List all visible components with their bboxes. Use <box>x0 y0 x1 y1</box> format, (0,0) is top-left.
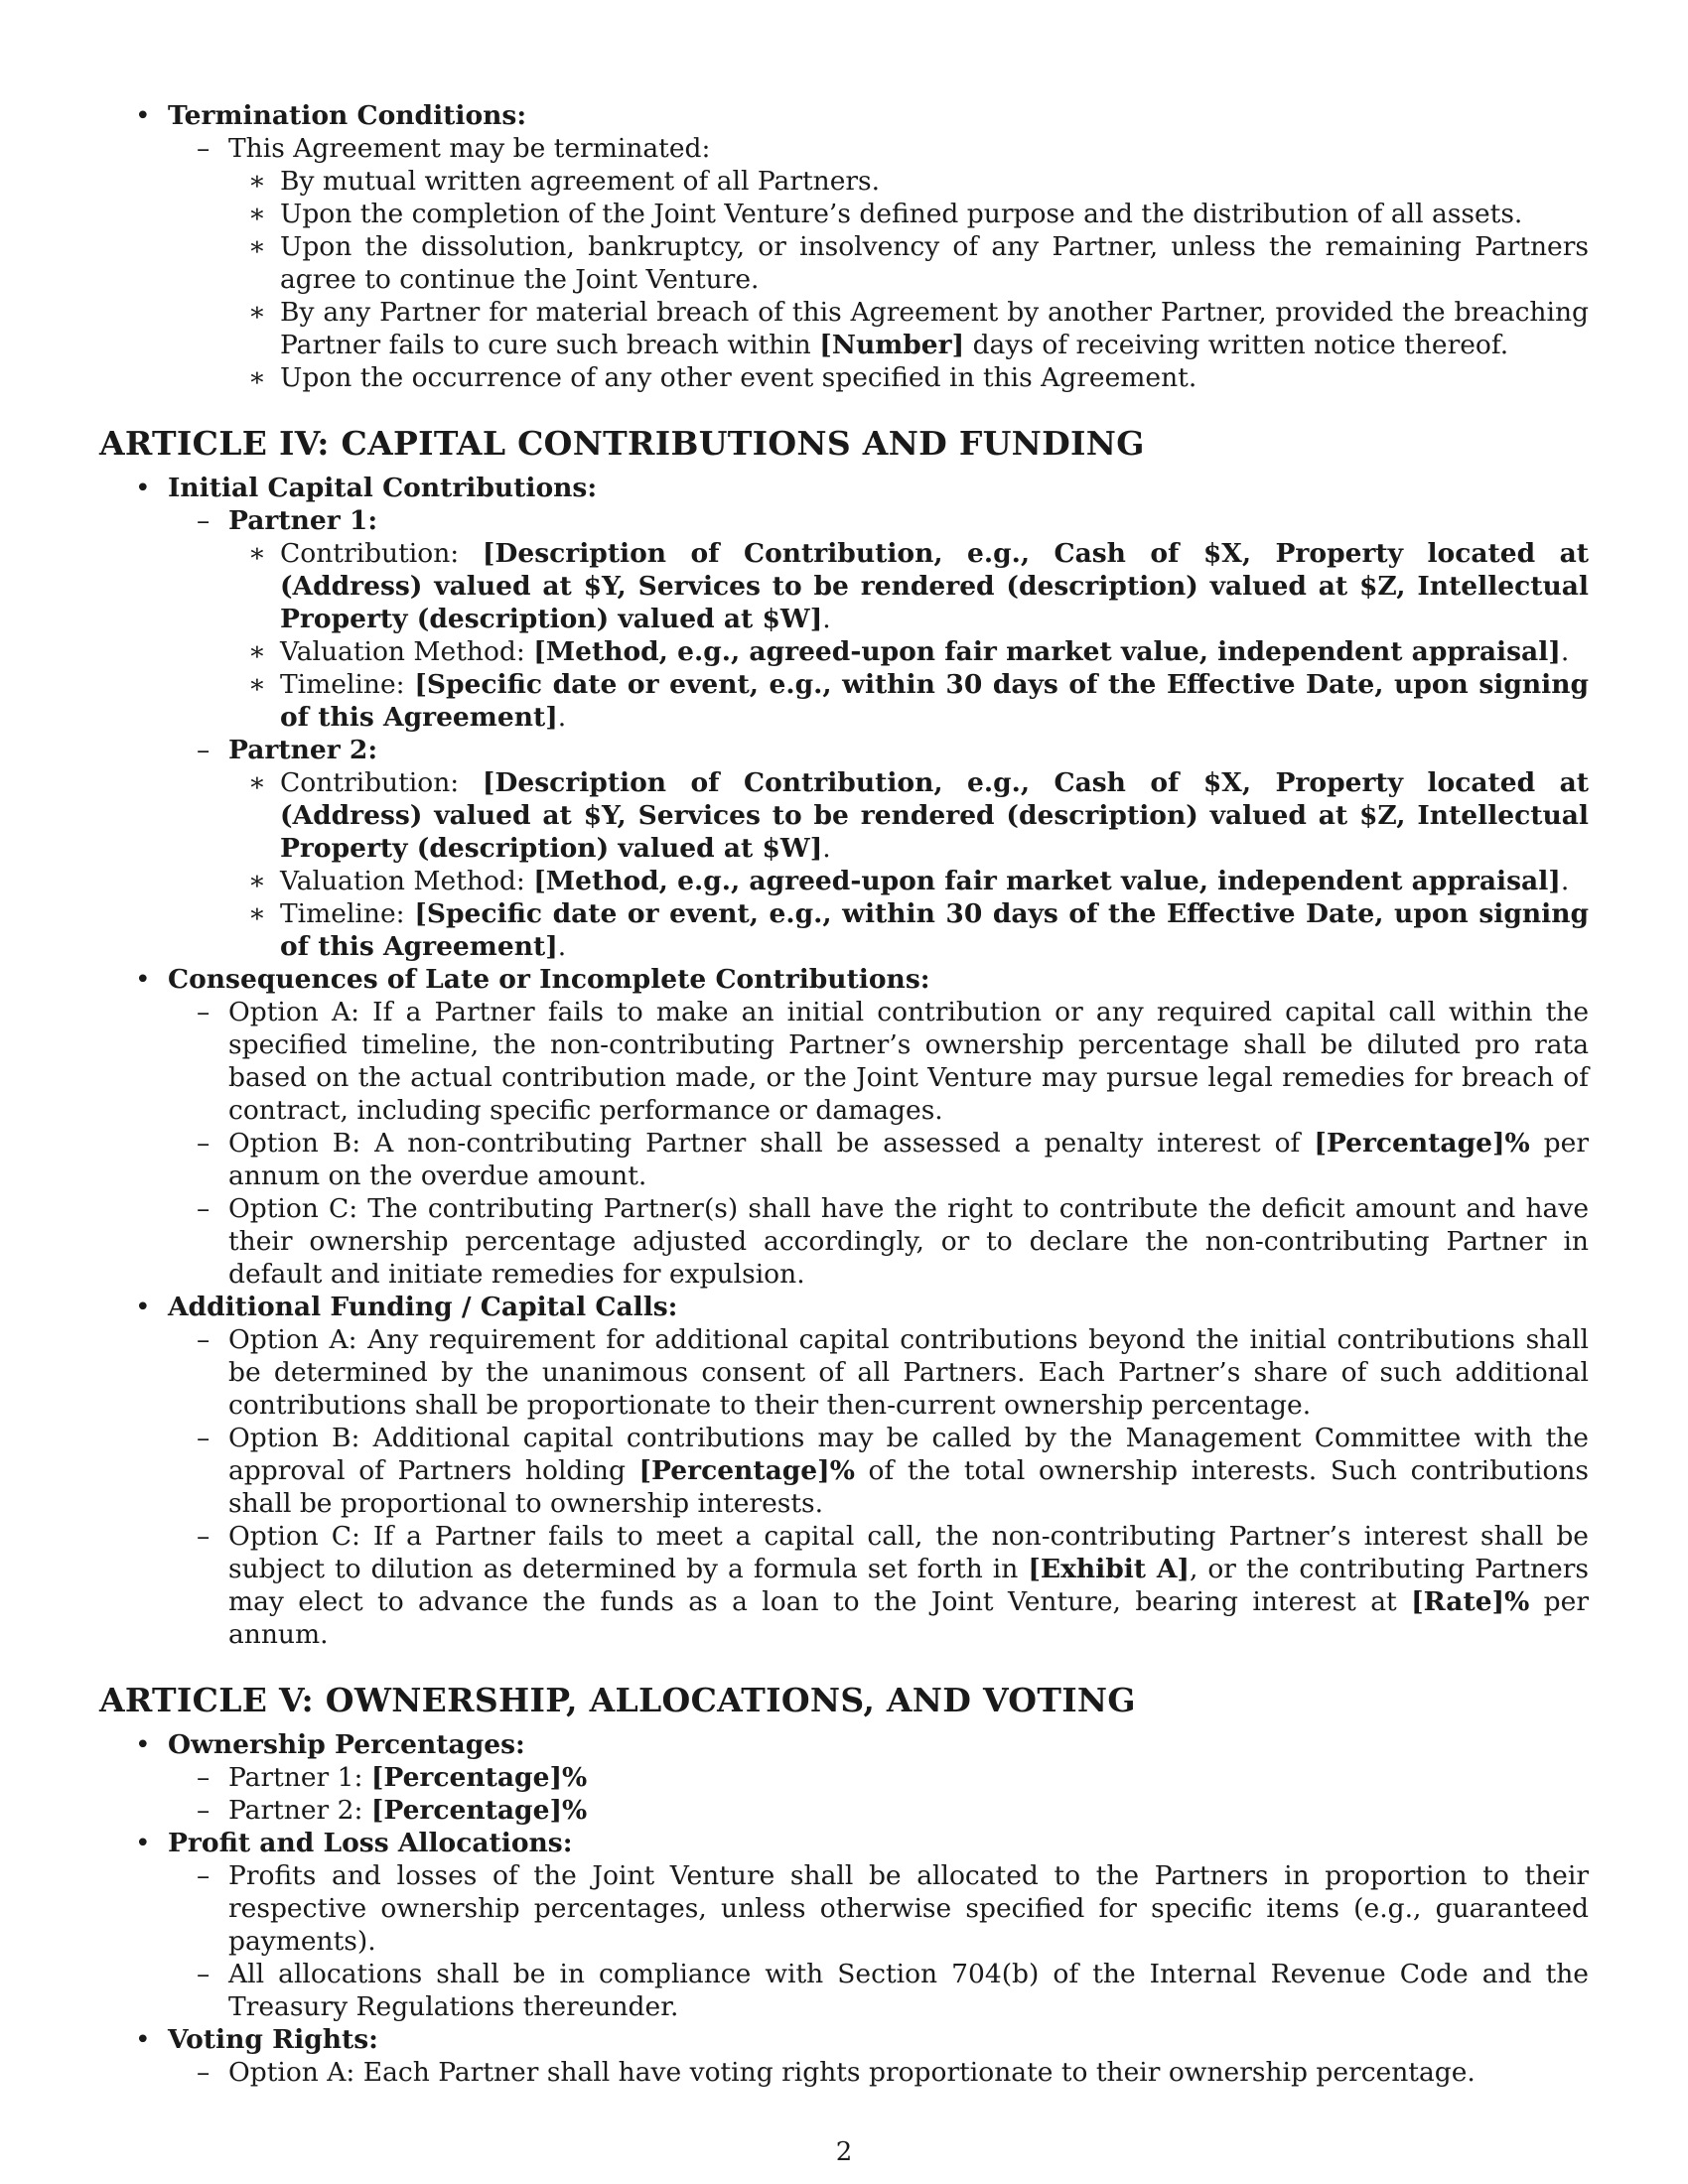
partner-name: Partner 1: <box>228 1762 371 1793</box>
funding-option-a <box>99 1323 1589 1422</box>
option-text: Option A: If a Partner fails to make an initial contribution or any required capital call within the specified timeline, the non-contributing Partner’s ownership percentage shall be diluted pro rata based on the actual contribution made, or the Joint Venture may pursue legal remedies for breach of contract, including specific performance or damages. <box>228 997 1589 1126</box>
ownership-label: Ownership Percentages: <box>168 1729 525 1760</box>
termination-item-text: Upon the occurrence of any other event specified in this Agreement. <box>280 362 1197 393</box>
valuation-label: Valuation Method: <box>280 866 534 896</box>
timeline-label: Timeline: <box>280 669 415 700</box>
timeline-placeholder: [Specific date or event, e.g., within 30 days of the Effective Date, upon signing of this Agreement] <box>280 669 1589 733</box>
late-contributions-label: Consequences of Late or Incomplete Contributions: <box>168 964 930 995</box>
partner-name: Partner 2: <box>228 1795 371 1826</box>
contribution-placeholder: [Description of Contribution, e.g., Cash of $X, Property located at (Address) valued at $Y, Services to be rendered (description) valued at $Z, Intellectual Property (description) valued at $W] <box>280 538 1589 634</box>
partner-2-timeline: ∗ Timeline: [Specific date or event, e.g., within 30 days of the Effective Date, upon signing of this Agreement]. <box>248 898 1589 962</box>
valuation-label: Valuation Method: <box>280 636 534 667</box>
allocations-label: Profit and Loss Allocations: <box>168 1828 573 1858</box>
dash-marker: – <box>197 1324 211 1355</box>
option-text-after: per annum on the overdue amount. <box>228 1128 1589 1191</box>
partner-1-valuation: ∗ Valuation Method: [Method, e.g., agreed-upon fair market value, independent appraisal]. <box>248 636 1570 667</box>
dash-marker: – <box>197 505 211 536</box>
dash-marker: – <box>197 1521 211 1552</box>
bullet-marker: • <box>135 473 151 503</box>
contribution-label: Contribution: <box>280 538 483 569</box>
contribution-label: Contribution: <box>280 767 483 798</box>
asterisk-marker: ∗ <box>248 669 267 700</box>
partner-1-timeline: ∗ Timeline: [Specific date or event, e.g., within 30 days of the Effective Date, upon signing of this Agreement]. <box>248 669 1589 733</box>
allocation-text: All allocations shall be in compliance with Section 704(b) of the Internal Revenue Code and the Treasury Regulations thereunder. <box>228 1959 1589 2022</box>
percentage-placeholder: [Percentage]% <box>1314 1128 1530 1159</box>
bullet-marker: • <box>135 1729 151 1760</box>
additional-funding-bullet <box>99 1291 1589 1323</box>
dash-marker: – <box>197 1193 211 1224</box>
funding-option-c <box>99 1520 1589 1651</box>
partner-2-valuation: ∗ Valuation Method: [Method, e.g., agreed-upon fair market value, independent appraisal]. <box>248 866 1570 896</box>
option-text-middle: , or the contributing Partners may elect to advance the funds as a loan to the Joint Venture, bearing interest at <box>228 1554 1589 1617</box>
termination-item <box>99 165 1589 198</box>
option-text-after: per annum. <box>228 1586 1590 1650</box>
termination-bullet <box>99 99 1589 132</box>
bullet-marker: • <box>135 100 151 131</box>
termination-item <box>99 230 1589 296</box>
option-text: Option A: Each Partner shall have voting rights proportionate to their ownership percentage. <box>228 2057 1476 2088</box>
termination-item <box>99 198 1589 230</box>
partner-name: Partner 1: <box>228 505 378 536</box>
dash-marker: – <box>197 1128 211 1159</box>
termination-item-text: By mutual written agreement of all Partners. <box>280 166 881 197</box>
asterisk-marker: ∗ <box>248 166 267 197</box>
breach-after-text: days of receiving written notice thereof. <box>964 330 1509 360</box>
bullet-marker: • <box>135 1292 151 1322</box>
document-page <box>99 99 1589 2089</box>
dash-marker: – <box>197 2057 211 2088</box>
rate-placeholder: [Rate]% <box>1411 1586 1530 1617</box>
article-v-heading: ARTICLE V: OWNERSHIP, ALLOCATIONS, AND VOTING <box>99 1681 1136 1719</box>
bullet-marker: • <box>135 964 151 995</box>
page-number: 2 <box>835 2137 853 2167</box>
bullet-marker: • <box>135 2024 151 2055</box>
asterisk-marker: ∗ <box>248 767 267 798</box>
dash-marker: – <box>197 997 211 1027</box>
initial-contributions-label: Initial Capital Contributions: <box>168 473 598 503</box>
dash-marker: – <box>197 1762 211 1793</box>
late-option-c <box>99 1192 1589 1291</box>
asterisk-marker: ∗ <box>248 199 267 229</box>
termination-intro: This Agreement may be terminated: <box>228 133 711 164</box>
ownership-item <box>99 1761 1589 1794</box>
timeline-label: Timeline: <box>280 898 415 929</box>
timeline-placeholder: [Specific date or event, e.g., within 30 days of the Effective Date, upon signing of this Agreement] <box>280 898 1589 962</box>
option-text: Option B: Additional capital contributions may be called by the Management Committee with the approval of Partners holding <box>228 1423 1589 1486</box>
dash-marker: – <box>197 1423 211 1453</box>
partner-2-contribution: ∗ Contribution: [Description of Contribution, e.g., Cash of $X, Property located at (Address) valued at $Y, Services to be rendered (description) valued at $Z, Intellectual Property (description) valued at $W]. <box>248 767 1589 864</box>
allocations-bullet <box>99 1827 1589 1859</box>
option-text: Option B: A non-contributing Partner shall be assessed a penalty interest of <box>228 1128 1315 1159</box>
late-option-a <box>99 996 1589 1127</box>
voting-option-a <box>99 2056 1589 2089</box>
number-placeholder: [Number] <box>819 330 965 360</box>
asterisk-marker: ∗ <box>248 362 267 393</box>
termination-item-text: Upon the completion of the Joint Venture’s defined purpose and the distribution of all assets. <box>280 199 1523 229</box>
additional-funding-label: Additional Funding / Capital Calls: <box>168 1292 678 1322</box>
exhibit-placeholder: [Exhibit A] <box>1028 1554 1190 1584</box>
asterisk-marker: ∗ <box>248 538 267 569</box>
dash-marker: – <box>197 1795 211 1826</box>
ownership-item <box>99 1794 1589 1827</box>
allocation-item <box>99 1859 1589 1958</box>
option-text: Option C: If a Partner fails to meet a capital call, the non-contributing Partner’s interest shall be subject to dilution as determined by a formula set forth in <box>228 1521 1589 1584</box>
asterisk-marker: ∗ <box>248 866 267 896</box>
asterisk-marker: ∗ <box>248 297 267 328</box>
percentage-placeholder: [Percentage]% <box>638 1455 855 1486</box>
valuation-placeholder: [Method, e.g., agreed-upon fair market value, independent appraisal] <box>533 636 1561 667</box>
ownership-bullet <box>99 1728 1589 1761</box>
dash-marker: – <box>197 735 211 765</box>
voting-bullet <box>99 2023 1589 2056</box>
option-text: Option A: Any requirement for additional capital contributions beyond the initial contributions shall be determined by the unanimous consent of all Partners. Each Partner’s share of such additional contributions shall be proportionate to their then-current ownership percentage. <box>228 1324 1589 1421</box>
asterisk-marker: ∗ <box>248 636 267 667</box>
dash-marker: – <box>197 1860 211 1891</box>
dash-marker: – <box>197 1959 211 1989</box>
termination-item-text: Upon the dissolution, bankruptcy, or insolvency of any Partner, unless the remaining Partners agree to continue the Joint Venture. <box>280 231 1589 295</box>
late-option-b <box>99 1127 1589 1192</box>
option-text: Option C: The contributing Partner(s) shall have the right to contribute the deficit amount and have their ownership percentage adjusted accordingly, or to declare the non-contributing Partner in default and initiate remedies for expulsion. <box>228 1193 1589 1290</box>
article-iv-heading: ARTICLE IV: CAPITAL CONTRIBUTIONS AND FUNDING <box>99 424 1145 463</box>
termination-item <box>99 361 1589 394</box>
dash-marker: – <box>197 133 211 164</box>
partner-1-contribution: ∗ Contribution: [Description of Contribution, e.g., Cash of $X, Property located at (Address) valued at $Y, Services to be rendered (description) valued at $Z, Intellectual Property (description) valued at $W]. <box>248 538 1589 634</box>
asterisk-marker: ∗ <box>248 231 267 262</box>
partner-2-item <box>99 734 1589 766</box>
bullet-marker: • <box>135 1828 151 1858</box>
termination-intro-item <box>99 132 1589 165</box>
termination-item-breach <box>99 296 1589 361</box>
percentage-placeholder: [Percentage]% <box>370 1762 588 1793</box>
allocation-text: Profits and losses of the Joint Venture shall be allocated to the Partners in proportion to their respective ownership percentages, unless otherwise specified for specific items (e.g., guaranteed payments). <box>228 1860 1589 1957</box>
late-contributions-bullet <box>99 963 1589 996</box>
funding-option-b <box>99 1422 1589 1520</box>
asterisk-marker: ∗ <box>248 898 267 929</box>
voting-label: Voting Rights: <box>168 2024 378 2055</box>
valuation-placeholder: [Method, e.g., agreed-upon fair market value, independent appraisal] <box>533 866 1561 896</box>
breach-text: By any Partner for material breach of this Agreement by another Partner, provided the breaching Partner fails to cure such breach within <box>280 297 1589 360</box>
page-content <box>99 99 1589 2089</box>
percentage-placeholder: [Percentage]% <box>370 1795 588 1826</box>
termination-label: Termination Conditions: <box>168 100 527 131</box>
initial-contributions-bullet <box>99 472 1589 504</box>
partner-1-item <box>99 504 1589 537</box>
contribution-placeholder: [Description of Contribution, e.g., Cash of $X, Property located at (Address) valued at $Y, Services to be rendered (description) valued at $Z, Intellectual Property (description) valued at $W] <box>280 767 1589 864</box>
allocation-item <box>99 1958 1589 2023</box>
option-text-after: of the total ownership interests. Such contributions shall be proportional to ownership interests. <box>228 1455 1589 1519</box>
partner-name: Partner 2: <box>228 735 378 765</box>
